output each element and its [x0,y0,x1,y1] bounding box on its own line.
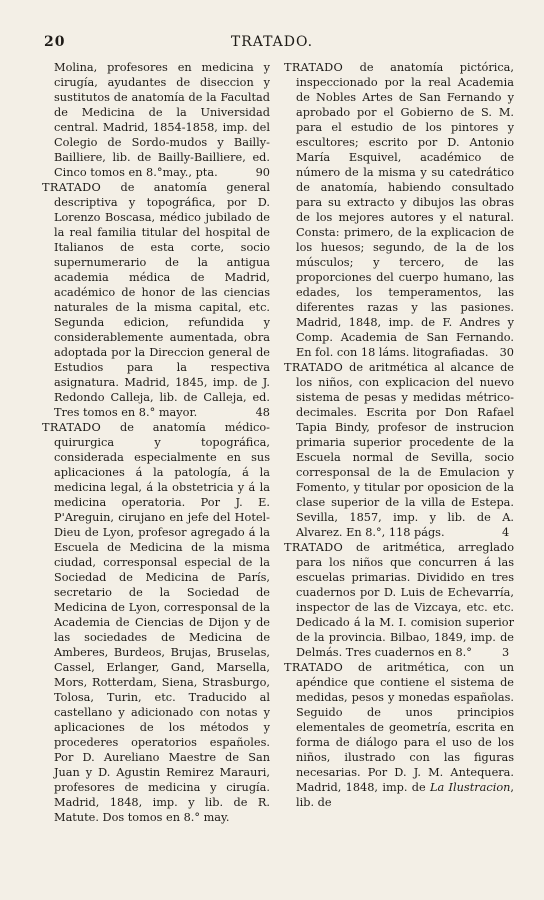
entry-price: 30 [499,346,514,359]
entry-continued [42,60,270,180]
entry-headword: TRATADO [284,541,344,554]
entry-text: de aritmética, arreglado para los niños que concurren á las escuelas primarias. Dividido en tres cuadernos por D. Luis de Echevarría, inspector de las de Vizcaya, etc. etc. Dedicado á la M. I. comision superior de la provincia. Bilbao, 1849, imp. de Delmás. Tres cuadernos en 8.° [296,541,514,659]
entry-headword: TRATADO [42,181,102,194]
entry-text: de anatomía pictórica, inspeccionado por la real Academia de Nobles Artes de San Fernando y aprobado por el Gobierno de S. M. para el estudio de los pintores y escultores; escrito por D. Antonio María Esquivel, académico de número de la misma y su catedrático de anatomía, habiendo consultado para su extracto y dibujos las obras de los mejores autores y el natural. Consta: primero, de la explicacion de los huesos; segundo, de la de los músculos; y tercero, de las proporciones del cuerpo humano, las edades, los temperamentos, las diferentes razas y las pasiones. Madrid, 1848, imp. de F. Andres y Comp. Academia de San Fernando. En fol. con 18 láms. litografiadas. [296,61,514,359]
entry-headword: TRATADO [284,661,344,674]
entry-anatomia-pictorica [284,60,514,360]
page-header [0,34,544,54]
entry-aritmetica-apendice [284,660,514,810]
entry-text: de aritmética, con un apéndice que contiene el sistema de medidas, pesos y monedas españolas. Seguido de unos principios elementales de geometría, escrita en forma de diálogo para el uso de los niños, ilustrado con las figuras necesarias. Por D. J. M. Antequera. Madrid, 1848, imp. de [296,661,514,794]
entry-price: 48 [255,406,270,419]
entry-headword: TRATADO [284,361,344,374]
entry-text: Molina, profesores en medicina y cirugía, ayudantes de diseccion y sustitutos de anatomía de la Facultad de Medicina de la Universidad central. Madrid, 1854-1858, imp. del Colegio de Sordo-mudos y Bailly-Bailliere, lib. de Bailly-Bailliere, ed. Cinco tomos en 8.°may., pta. [54,61,270,179]
entry-text: de anatomía general descriptiva y topográfica, por D. Lorenzo Boscasa, médico jubilado de la real familia titular del hospital de Italianos de esta corte, socio supernumerario de la antigua academia médica de Madrid, académico de honor de las ciencias naturales de la misma capital, etc. Segunda edicion, refundida y considerablemente aumentada, obra adoptada por la Direccion general de Estudios para la respectiva asignatura. Madrid, 1845, imp. de J. Redondo Calleja, lib. de Calleja, ed. Tres tomos en 8.° mayor. [54,181,270,419]
entry-anatomia-medico-quirurgica [42,420,270,825]
entry-anatomia-general [42,180,270,420]
entry-italic-title: La Ilustracion [430,781,511,794]
entry-headword: TRATADO [284,61,344,74]
entry-price: 90 [255,166,270,179]
entry-aritmetica-escuelas: TRATADO de aritmética, arreglado para los niños que concurren á las escuelas primarias. Dividido en tres cuadernos por D. Luis de Echevarría, inspector de las de Vizcaya, etc. etc. Dedicado á la M. I. comision superior de la provincia. Bilbao, 1849, imp. de Delmás. Tres cuadernos en 8.° 3 [284,541,514,659]
entry-text: de aritmética al alcance de los niños, con explicacion del nuevo sistema de pesas y medidas métrico-decimales. Escrita por Don Rafael Tapia Bindy, profesor de instrucion primaria superior procedente de la Escuela normal de Sevilla, socio corresponsal de la de Emulacion y Fomento, y titular por oposicion de la clase superior de la villa de Estepa. Sevilla, 1857, imp. y lib. de A. Alvarez. En 8.°, 118 págs. [296,361,514,539]
page-number: 20 [44,34,66,50]
left-column [42,60,270,825]
running-head: TRATADO. [230,34,314,50]
entry-headword: TRATADO [42,421,102,434]
entry-text: de anatomía médico-quirurgica y topográfica, considerada especialmente en sus aplicaciones á la patología, á la medicina legal, á la obstetricia y á la medicina operatoria. Por J. E. P'Areguin, cirujano en jefe del Hotel-Dieu de Lyon, profesor agregado á la Escuela de Medicina de la misma ciudad, corresponsal especial de la Sociedad de Medicina de París, secretario de la Sociedad de Medicina de Lyon, corresponsal de la Academia de Ciencias de Dijon y de las sociedades de Medicina de Amberes, Burdeos, Brujas, Bruselas, Cassel, Erlanger, Gand, Marsella, Mors, Rotterdam, Siena, Strasburgo, Tolosa, Turin, etc. Traducido al castellano y adicionado con notas y aplicaciones de los métodos y procederes operatorios españoles. Por D. Aureliano Maestre de San Juan y D. Agustin Remirez Marauri, profesores de medicina y cirugía. Madrid, 1848, imp. y lib. de R. Matute. Dos tomos en 8.° may. [54,421,270,824]
right-column [284,60,514,810]
entry-text-tail: , lib. de [296,781,514,809]
entry-aritmetica-ninos: TRATADO de aritmética al alcance de los niños, con explicacion del nuevo sistema de pesas y medidas métrico-decimales. Escrita por Don Rafael Tapia Bindy, profesor de instrucion primaria superior procedente de la Escuela normal de Sevilla, socio corresponsal de la de Emulacion y Fomento, y titular por oposicion de la clase superior de la villa de Estepa. Sevilla, 1857, imp. y lib. de A. Alvarez. En 8.°, 118 págs. 4 [284,361,514,539]
